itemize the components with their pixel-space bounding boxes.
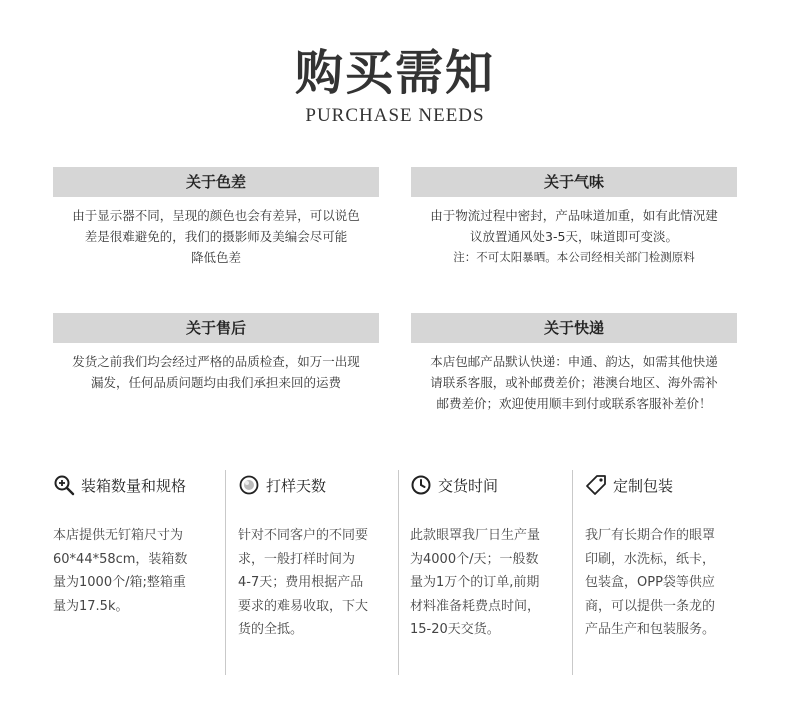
column-line: 商，可以提供一条龙的	[585, 598, 716, 614]
magnifier-plus-icon	[53, 474, 75, 496]
box-body	[53, 205, 379, 268]
box-line: 邮费差价；欢迎使用顺丰到付或联系客服补差价！	[436, 396, 712, 411]
column-body	[585, 524, 745, 642]
box-heading: 关于售后	[53, 313, 379, 343]
clock-icon	[410, 474, 432, 496]
box-line: 由于显示器不同，呈现的颜色也会有差异，可以说色	[72, 208, 360, 223]
info-box-after-sales	[53, 313, 379, 393]
column-line: 货的全抵。	[238, 622, 304, 637]
column-line: 材料准备耗费点时间，	[410, 598, 541, 614]
column-divider	[398, 470, 399, 675]
box-heading: 关于色差	[53, 167, 379, 197]
box-body	[411, 351, 737, 414]
column-line: 此款眼罩我厂日生产量	[410, 528, 541, 543]
column-line: 量为1000个/箱;整箱重	[53, 575, 186, 590]
column-line: 量为17.5k。	[53, 598, 129, 614]
box-note: 注：不可太阳暴晒。本公司经相关部门检测原料	[453, 250, 695, 264]
box-line: 降低色差	[190, 250, 241, 265]
column-heading-label: 打样天数	[266, 476, 327, 495]
column-line: 印刷，水洗标，纸卡，	[585, 551, 716, 567]
column-heading-label: 定制包装	[613, 476, 674, 495]
column-line: 本店提供无钉箱尺寸为	[53, 528, 184, 543]
box-line: 议放置通风处3-5天，味道即可变淡。	[470, 229, 678, 244]
column-heading	[238, 470, 398, 500]
box-line: 差是很难避免的，我们的摄影师及美编会尽可能	[84, 229, 348, 244]
box-heading: 关于气味	[411, 167, 737, 197]
tag-icon	[585, 474, 607, 496]
column-body	[238, 524, 398, 642]
column-line: 为4000个/天；一般数	[410, 551, 539, 567]
sample-circle-icon	[238, 474, 260, 496]
box-body	[411, 205, 737, 268]
column-heading-label: 装箱数量和规格	[81, 476, 187, 495]
column-line: 量为1万个的订单,前期	[410, 575, 540, 590]
box-line: 由于物流过程中密封，产品味道加重，如有此情况建	[430, 208, 718, 223]
column-heading	[585, 470, 745, 500]
info-box-odor	[411, 167, 737, 268]
box-line: 漏发，任何品质问题均由我们承担来回的运费	[90, 375, 341, 390]
column-line: 我厂有长期合作的眼罩	[585, 528, 716, 543]
column-line: 要求的难易收取，下大	[238, 598, 369, 614]
column-body	[53, 524, 213, 618]
column-line: 求，一般打样时间为	[238, 551, 356, 567]
column-heading-label: 交货时间	[438, 476, 499, 495]
column-heading	[410, 470, 570, 500]
page-subtitle: PURCHASE NEEDS	[305, 105, 485, 126]
column-line: 针对不同客户的不同要	[238, 528, 369, 543]
column-line: 4-7天；费用根据产品	[238, 575, 364, 590]
column-packing	[53, 470, 213, 618]
column-body	[410, 524, 570, 642]
column-line: 60*44*58cm，装箱数	[53, 551, 188, 567]
info-box-color-difference	[53, 167, 379, 268]
box-line: 发货之前我们均会经过严格的品质检查，如万一出现	[72, 354, 360, 369]
box-line: 请联系客服，或补邮费差价；港澳台地区、海外需补	[430, 375, 718, 390]
page-title: 购买需知	[294, 45, 495, 101]
column-divider	[572, 470, 573, 675]
column-divider	[225, 470, 226, 675]
box-body	[53, 351, 379, 393]
box-heading: 关于快递	[411, 313, 737, 343]
info-box-shipping	[411, 313, 737, 414]
column-line: 包装盒，OPP袋等供应	[585, 575, 715, 590]
column-sample-days	[238, 470, 398, 642]
column-heading	[53, 470, 213, 500]
column-delivery-time	[410, 470, 570, 642]
column-custom-packaging	[585, 470, 745, 642]
box-line: 本店包邮产品默认快递：申通、韵达，如需其他快递	[430, 354, 718, 369]
column-line: 产品生产和包装服务。	[585, 622, 716, 637]
column-line: 15-20天交货。	[410, 622, 500, 637]
